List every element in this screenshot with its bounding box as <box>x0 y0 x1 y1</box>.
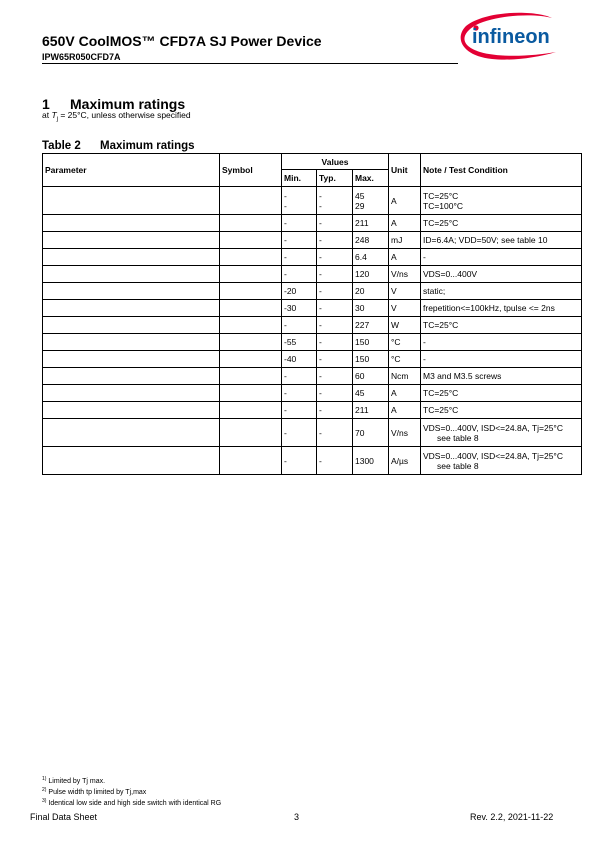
cell-note: TC=25°C <box>421 317 582 334</box>
cell-typ: - <box>317 334 353 351</box>
cell-max: 211 <box>353 215 389 232</box>
section-number: 1 <box>42 96 50 112</box>
cell-max: 1300 <box>353 447 389 475</box>
cell-note: VDS=0...400V, ISD<=24.8A, Tj=25°C see table 8 <box>421 419 582 447</box>
footer-doc-type: Final Data Sheet <box>30 812 98 822</box>
cell-symbol <box>220 368 282 385</box>
cell-max: 150 <box>353 351 389 368</box>
table-caption-number: Table 2 <box>42 140 81 152</box>
table-row <box>43 300 582 317</box>
cell-unit: °C <box>389 334 421 351</box>
cell-symbol <box>220 351 282 368</box>
header-typ: Typ. <box>317 170 353 187</box>
cell-unit: A <box>389 385 421 402</box>
cell-note: - <box>421 351 582 368</box>
cell-unit: mJ <box>389 232 421 249</box>
cell-min: - <box>282 232 317 249</box>
cell-symbol <box>220 249 282 266</box>
footnote <box>42 786 221 797</box>
cell-max: 120 <box>353 266 389 283</box>
cell-note: TC=25°C <box>421 215 582 232</box>
cell-symbol <box>220 187 282 215</box>
cell-parameter <box>43 402 220 419</box>
header-note: Note / Test Condition <box>421 154 582 187</box>
table-row <box>43 232 582 249</box>
cell-typ: - <box>317 419 353 447</box>
cell-parameter <box>43 215 220 232</box>
cell-unit: A <box>389 402 421 419</box>
cell-unit: V/ns <box>389 266 421 283</box>
cell-min: -55 <box>282 334 317 351</box>
table-body <box>43 187 582 475</box>
cell-parameter <box>43 385 220 402</box>
cell-max: 6.4 <box>353 249 389 266</box>
table-row <box>43 317 582 334</box>
cell-parameter <box>43 317 220 334</box>
cell-min: - <box>282 317 317 334</box>
cell-symbol <box>220 385 282 402</box>
cell-max: 45 <box>353 385 389 402</box>
cell-typ: - <box>317 283 353 300</box>
cell-note: TC=25°C <box>421 385 582 402</box>
infineon-logo <box>456 12 581 62</box>
cell-unit: °C <box>389 351 421 368</box>
cell-note: M3 and M3.5 screws <box>421 368 582 385</box>
table-row <box>43 368 582 385</box>
part-number: IPW65R050CFD7A <box>42 52 121 62</box>
table-caption-title: Maximum ratings <box>100 140 195 152</box>
cell-max: 211 <box>353 402 389 419</box>
cell-typ: - <box>317 232 353 249</box>
cell-parameter <box>43 249 220 266</box>
cell-parameter <box>43 300 220 317</box>
cell-unit: Ncm <box>389 368 421 385</box>
footnote-mark: 2) <box>42 787 47 793</box>
cell-parameter <box>43 266 220 283</box>
maximum-ratings-table <box>42 153 582 475</box>
cell-symbol <box>220 334 282 351</box>
cell-parameter <box>43 232 220 249</box>
cell-symbol <box>220 283 282 300</box>
table-row <box>43 419 582 447</box>
cell-max: 227 <box>353 317 389 334</box>
cell-min: - <box>282 368 317 385</box>
footer-revision: Rev. 2.2, 2021-11-22 <box>470 812 554 822</box>
header-parameter: Parameter <box>43 154 220 187</box>
table-row <box>43 187 582 215</box>
cell-typ: - <box>317 266 353 283</box>
cell-unit: A <box>389 249 421 266</box>
cell-symbol <box>220 447 282 475</box>
cell-note: - <box>421 249 582 266</box>
footnote-text: Pulse width tp limited by Tj,max <box>46 789 147 796</box>
cell-min: - <box>282 249 317 266</box>
cell-parameter <box>43 419 220 447</box>
header-symbol: Symbol <box>220 154 282 187</box>
cell-note: TC=25°C TC=100°C <box>421 187 582 215</box>
cell-symbol <box>220 215 282 232</box>
cell-typ: - <box>317 368 353 385</box>
cell-typ: - <box>317 249 353 266</box>
cell-min: -40 <box>282 351 317 368</box>
header-min: Min. <box>282 170 317 187</box>
footnote-text: Limited by Tj max. <box>46 778 106 785</box>
cell-min: - - <box>282 187 317 215</box>
section-subtitle: at $T_j = 25^\circ C$, unless otherwise specified <box>42 110 191 123</box>
table-row <box>43 283 582 300</box>
footnotes <box>42 775 221 808</box>
cell-min: - <box>282 402 317 419</box>
header-divider <box>42 63 458 64</box>
footnote-text: Identical low side and high side switch with identical RG <box>46 800 222 807</box>
table-row <box>43 385 582 402</box>
header-unit: Unit <box>389 154 421 187</box>
cell-unit: A <box>389 215 421 232</box>
cell-max: 150 <box>353 334 389 351</box>
cell-unit: V <box>389 283 421 300</box>
cell-note: VDS=0...400V <box>421 266 582 283</box>
cell-max: 70 <box>353 419 389 447</box>
table-row <box>43 249 582 266</box>
footnote-mark: 1) <box>42 776 47 782</box>
cell-max: 248 <box>353 232 389 249</box>
cell-parameter <box>43 187 220 215</box>
table-row <box>43 215 582 232</box>
cell-note: - <box>421 334 582 351</box>
cell-unit: A/µs <box>389 447 421 475</box>
header-max: Max. <box>353 170 389 187</box>
cell-unit: V/ns <box>389 419 421 447</box>
cell-max: 45 29 <box>353 187 389 215</box>
cell-min: - <box>282 266 317 283</box>
cell-note: frepetition<=100kHz, tpulse <= 2ns <box>421 300 582 317</box>
footnote <box>42 797 221 808</box>
cell-max: 30 <box>353 300 389 317</box>
document-title: 650V CoolMOS™ CFD7A SJ Power Device <box>42 33 322 49</box>
cell-parameter <box>43 351 220 368</box>
cell-symbol <box>220 317 282 334</box>
cell-min: -20 <box>282 283 317 300</box>
cell-symbol <box>220 232 282 249</box>
page-number: 3 <box>294 812 300 822</box>
cell-parameter <box>43 283 220 300</box>
cell-typ: - <box>317 385 353 402</box>
table-row <box>43 266 582 283</box>
table-row <box>43 447 582 475</box>
cell-min: - <box>282 447 317 475</box>
cell-max: 60 <box>353 368 389 385</box>
cell-typ: - <box>317 447 353 475</box>
cell-typ: - <box>317 317 353 334</box>
cell-unit: W <box>389 317 421 334</box>
cell-parameter <box>43 334 220 351</box>
cell-note: static; <box>421 283 582 300</box>
table-row <box>43 402 582 419</box>
cell-note: TC=25°C <box>421 402 582 419</box>
cell-typ: - <box>317 215 353 232</box>
cell-max: 20 <box>353 283 389 300</box>
table-caption <box>42 140 195 152</box>
cell-symbol <box>220 300 282 317</box>
cell-symbol <box>220 419 282 447</box>
footnote <box>42 775 221 786</box>
header-values: Values <box>282 154 389 170</box>
cell-unit: A <box>389 187 421 215</box>
cell-typ: - <box>317 300 353 317</box>
cell-parameter <box>43 447 220 475</box>
section-title: Maximum ratings <box>70 96 186 112</box>
cell-typ: - <box>317 351 353 368</box>
cell-unit: V <box>389 300 421 317</box>
footnote-mark: 3) <box>42 798 47 804</box>
cell-min: - <box>282 419 317 447</box>
table-row <box>43 334 582 351</box>
cell-min: - <box>282 385 317 402</box>
cell-note: ID=6.4A; VDD=50V; see table 10 <box>421 232 582 249</box>
table-row <box>43 351 582 368</box>
cell-note: VDS=0...400V, ISD<=24.8A, Tj=25°C see table 8 <box>421 447 582 475</box>
cell-min: -30 <box>282 300 317 317</box>
logo-wordmark: infineon <box>472 26 550 48</box>
cell-typ: - - <box>317 187 353 215</box>
cell-symbol <box>220 402 282 419</box>
cell-typ: - <box>317 402 353 419</box>
cell-min: - <box>282 215 317 232</box>
cell-symbol <box>220 266 282 283</box>
cell-parameter <box>43 368 220 385</box>
